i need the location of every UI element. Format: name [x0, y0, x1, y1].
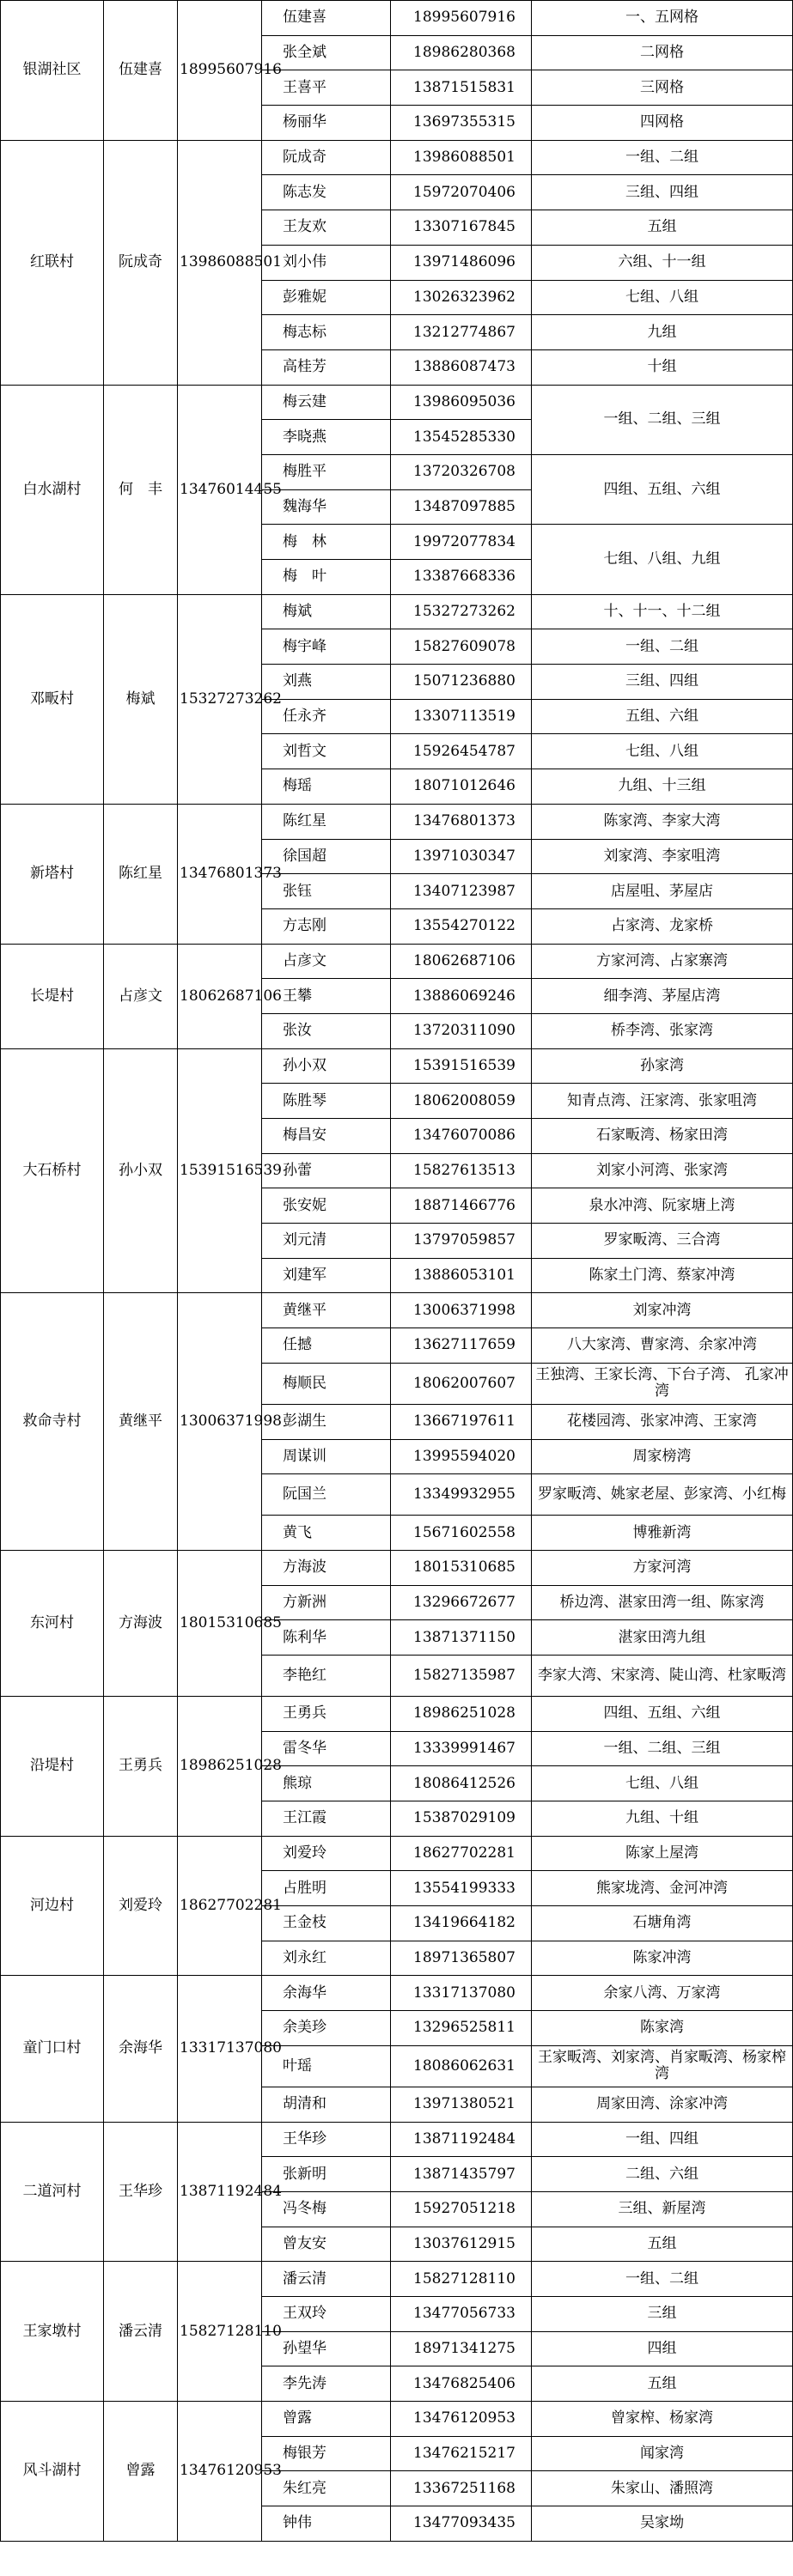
responsible-area-cell: 刘家冲湾: [532, 1293, 793, 1328]
table-row: [1, 2262, 793, 2297]
responsible-area-cell: 湛家田湾九组: [532, 1620, 793, 1656]
responsible-area-cell: 三网格: [532, 70, 793, 106]
village-head-name-cell: 曾露: [104, 2402, 178, 2542]
person-name-cell: 魏海华: [262, 489, 391, 525]
person-name-cell: 余美珍: [262, 2011, 391, 2046]
person-name-cell: 刘建军: [262, 1258, 391, 1293]
person-phone-cell: 13296672677: [391, 1585, 532, 1620]
person-name-cell: 刘燕: [262, 665, 391, 700]
person-phone-cell: 13419664182: [391, 1906, 532, 1941]
person-phone-cell: 15827135987: [391, 1655, 532, 1696]
person-phone-cell: 18971365807: [391, 1941, 532, 1976]
person-phone-cell: 18062687106: [391, 944, 532, 979]
person-name-cell: 潘云清: [262, 2262, 391, 2297]
person-name-cell: 王江霞: [262, 1801, 391, 1837]
table-row: [1, 2402, 793, 2437]
person-phone-cell: 13871515831: [391, 70, 532, 106]
person-phone-cell: 13886087473: [391, 349, 532, 385]
person-phone-cell: 13995594020: [391, 1439, 532, 1474]
table-row: [1, 1976, 793, 2011]
person-phone-cell: 13307113519: [391, 699, 532, 734]
village-name-cell: 河边村: [1, 1836, 104, 1976]
village-head-name-cell: 方海波: [104, 1550, 178, 1696]
responsible-area-cell: 周家田湾、涂家冲湾: [532, 2087, 793, 2122]
person-name-cell: 李晓燕: [262, 420, 391, 455]
person-phone-cell: 13986088501: [391, 140, 532, 175]
person-phone-cell: 19972077834: [391, 525, 532, 560]
table-row: [1, 804, 793, 839]
person-name-cell: 叶瑶: [262, 2045, 391, 2087]
person-phone-cell: 18015310685: [391, 1550, 532, 1585]
responsible-area-cell: 曾家榨、杨家湾: [532, 2402, 793, 2437]
responsible-area-cell: 三组、新屋湾: [532, 2191, 793, 2227]
person-phone-cell: 13212774867: [391, 315, 532, 350]
village-name-cell: 东河村: [1, 1550, 104, 1696]
responsible-area-cell: 陈家湾: [532, 2011, 793, 2046]
table-row: [1, 594, 793, 629]
person-phone-cell: 13720326708: [391, 454, 532, 489]
person-phone-cell: 13367251168: [391, 2471, 532, 2506]
person-phone-cell: 13545285330: [391, 420, 532, 455]
person-phone-cell: 15071236880: [391, 665, 532, 700]
person-name-cell: 雷冬华: [262, 1731, 391, 1766]
village-head-name-cell: 孙小双: [104, 1048, 178, 1293]
person-phone-cell: 13971486096: [391, 245, 532, 280]
responsible-area-cell: 桥李湾、张家湾: [532, 1013, 793, 1048]
table-row: [1, 944, 793, 979]
responsible-area-cell: 罗家畈湾、姚家老屋、彭家湾、小红梅: [532, 1474, 793, 1516]
person-phone-cell: 13871192484: [391, 2122, 532, 2157]
person-phone-cell: 13871371150: [391, 1620, 532, 1656]
person-name-cell: 梅 叶: [262, 560, 391, 595]
table-row: [1, 140, 793, 175]
person-name-cell: 胡清和: [262, 2087, 391, 2122]
person-name-cell: 孙望华: [262, 2331, 391, 2366]
person-name-cell: 曾露: [262, 2402, 391, 2437]
person-name-cell: 熊琼: [262, 1766, 391, 1801]
person-name-cell: 刘小伟: [262, 245, 391, 280]
responsible-area-cell: 七组、八组、九组: [532, 525, 793, 594]
village-head-phone-cell: 15827128110: [178, 2262, 262, 2402]
person-name-cell: 曾友安: [262, 2227, 391, 2262]
person-phone-cell: 13797059857: [391, 1224, 532, 1259]
village-head-phone-cell: 13317137080: [178, 1976, 262, 2122]
village-head-phone-cell: 13476801373: [178, 804, 262, 944]
village-name-cell: 风斗湖村: [1, 2402, 104, 2542]
person-phone-cell: 13307167845: [391, 210, 532, 246]
responsible-area-cell: 一组、二组: [532, 2262, 793, 2297]
person-phone-cell: 13627117659: [391, 1328, 532, 1364]
responsible-area-cell: 石塘角湾: [532, 1906, 793, 1941]
person-phone-cell: 18071012646: [391, 769, 532, 805]
village-head-name-cell: 梅斌: [104, 594, 178, 804]
responsible-area-cell: 三组、四组: [532, 665, 793, 700]
person-phone-cell: 13667197611: [391, 1404, 532, 1439]
table-row: [1, 385, 793, 420]
person-name-cell: 朱红亮: [262, 2471, 391, 2506]
responsible-area-cell: 刘家小河湾、张家湾: [532, 1153, 793, 1188]
person-phone-cell: 15387029109: [391, 1801, 532, 1837]
person-name-cell: 周谋训: [262, 1439, 391, 1474]
person-name-cell: 方志刚: [262, 908, 391, 944]
person-phone-cell: 13037612915: [391, 2227, 532, 2262]
village-head-name-cell: 刘爱玲: [104, 1836, 178, 1976]
person-phone-cell: 13407123987: [391, 874, 532, 909]
person-name-cell: 伍建喜: [262, 1, 391, 36]
person-name-cell: 孙蕾: [262, 1153, 391, 1188]
person-name-cell: 任永齐: [262, 699, 391, 734]
village-name-cell: 长堤村: [1, 944, 104, 1048]
person-name-cell: 彭湖生: [262, 1404, 391, 1439]
person-name-cell: 李先涛: [262, 2366, 391, 2402]
person-phone-cell: 18995607916: [391, 1, 532, 36]
person-phone-cell: 18627702281: [391, 1836, 532, 1871]
village-name-cell: 童门口村: [1, 1976, 104, 2122]
person-phone-cell: 13339991467: [391, 1731, 532, 1766]
person-phone-cell: 18986251028: [391, 1696, 532, 1731]
responsible-area-cell: 二组、六组: [532, 2157, 793, 2192]
person-name-cell: 梅瑶: [262, 769, 391, 805]
person-name-cell: 张钰: [262, 874, 391, 909]
responsible-area-cell: 细李湾、茅屋店湾: [532, 979, 793, 1014]
person-name-cell: 阮国兰: [262, 1474, 391, 1516]
person-name-cell: 黄飞: [262, 1516, 391, 1551]
person-name-cell: 梅顺民: [262, 1363, 391, 1404]
table-row: [1, 1550, 793, 1585]
person-name-cell: 王金枝: [262, 1906, 391, 1941]
responsible-area-cell: 四组、五组、六组: [532, 454, 793, 524]
responsible-area-cell: 朱家山、潘照湾: [532, 2471, 793, 2506]
responsible-area-cell: 一组、二组: [532, 629, 793, 665]
person-name-cell: 张安妮: [262, 1188, 391, 1224]
responsible-area-cell: 七组、八组: [532, 1766, 793, 1801]
village-head-phone-cell: 18986251028: [178, 1696, 262, 1836]
village-head-phone-cell: 13006371998: [178, 1293, 262, 1550]
responsible-area-cell: 吴家坳: [532, 2506, 793, 2542]
person-name-cell: 张全斌: [262, 35, 391, 70]
responsible-area-cell: 一组、二组、三组: [532, 1731, 793, 1766]
person-name-cell: 王喜平: [262, 70, 391, 106]
village-head-phone-cell: 13476014455: [178, 385, 262, 594]
person-phone-cell: 13971030347: [391, 839, 532, 874]
person-phone-cell: 13554270122: [391, 908, 532, 944]
person-phone-cell: 15827609078: [391, 629, 532, 665]
person-phone-cell: 15827128110: [391, 2262, 532, 2297]
village-head-phone-cell: 15391516539: [178, 1048, 262, 1293]
responsible-area-cell: 二网格: [532, 35, 793, 70]
responsible-area-cell: 罗家畈湾、三合湾: [532, 1224, 793, 1259]
person-name-cell: 余海华: [262, 1976, 391, 2011]
person-phone-cell: 15327273262: [391, 594, 532, 629]
person-name-cell: 彭雅妮: [262, 280, 391, 315]
person-name-cell: 梅 林: [262, 525, 391, 560]
person-phone-cell: 18986280368: [391, 35, 532, 70]
responsible-area-cell: 泉水冲湾、阮家塘上湾: [532, 1188, 793, 1224]
responsible-area-cell: 店屋咀、茅屋店: [532, 874, 793, 909]
person-name-cell: 孙小双: [262, 1048, 391, 1084]
responsible-area-cell: 九组: [532, 315, 793, 350]
responsible-area-cell: 王家畈湾、刘家湾、肖家畈湾、杨家榨湾: [532, 2045, 793, 2087]
person-name-cell: 方新洲: [262, 1585, 391, 1620]
responsible-area-cell: 陈家土门湾、蔡家冲湾: [532, 1258, 793, 1293]
person-name-cell: 占彦文: [262, 944, 391, 979]
village-head-name-cell: 王勇兵: [104, 1696, 178, 1836]
village-head-name-cell: 潘云清: [104, 2262, 178, 2402]
responsible-area-cell: 闻家湾: [532, 2436, 793, 2471]
village-head-name-cell: 黄继平: [104, 1293, 178, 1550]
responsible-area-cell: 一组、二组: [532, 140, 793, 175]
table-row: [1, 1048, 793, 1084]
person-phone-cell: 13387668336: [391, 560, 532, 595]
responsible-area-cell: 陈家上屋湾: [532, 1836, 793, 1871]
person-name-cell: 李艳红: [262, 1655, 391, 1696]
person-phone-cell: 13476215217: [391, 2436, 532, 2471]
table-row: [1, 1836, 793, 1871]
village-head-phone-cell: 18062687106: [178, 944, 262, 1048]
village-head-name-cell: 余海华: [104, 1976, 178, 2122]
person-phone-cell: 13476801373: [391, 804, 532, 839]
person-phone-cell: 15391516539: [391, 1048, 532, 1084]
responsible-area-cell: 余家八湾、万家湾: [532, 1976, 793, 2011]
village-head-phone-cell: 13871192484: [178, 2122, 262, 2262]
responsible-area-cell: 八大家湾、曹家湾、余家冲湾: [532, 1328, 793, 1364]
village-head-phone-cell: 15327273262: [178, 594, 262, 804]
person-name-cell: 王勇兵: [262, 1696, 391, 1731]
person-phone-cell: 18971341275: [391, 2331, 532, 2366]
village-name-cell: 王家墩村: [1, 2262, 104, 2402]
person-phone-cell: 13886053101: [391, 1258, 532, 1293]
responsible-area-cell: 一组、二组、三组: [532, 385, 793, 454]
person-name-cell: 王华珍: [262, 2122, 391, 2157]
person-name-cell: 王友欢: [262, 210, 391, 246]
responsible-area-cell: 王独湾、王家长湾、下台子湾、 孔家冲湾: [532, 1363, 793, 1404]
person-phone-cell: 15827613513: [391, 1153, 532, 1188]
person-phone-cell: 18062008059: [391, 1084, 532, 1119]
person-name-cell: 陈利华: [262, 1620, 391, 1656]
village-name-cell: 红联村: [1, 140, 104, 385]
person-name-cell: 梅宇峰: [262, 629, 391, 665]
person-phone-cell: 18086062631: [391, 2045, 532, 2087]
person-name-cell: 刘元清: [262, 1224, 391, 1259]
person-phone-cell: 13317137080: [391, 1976, 532, 2011]
person-phone-cell: 13476825406: [391, 2366, 532, 2402]
person-name-cell: 梅斌: [262, 594, 391, 629]
person-phone-cell: 13886069246: [391, 979, 532, 1014]
responsible-area-cell: 六组、十一组: [532, 245, 793, 280]
person-name-cell: 梅胜平: [262, 454, 391, 489]
person-name-cell: 方海波: [262, 1550, 391, 1585]
village-name-cell: 救命寺村: [1, 1293, 104, 1550]
responsible-area-cell: 周家榜湾: [532, 1439, 793, 1474]
person-phone-cell: 13971380521: [391, 2087, 532, 2122]
responsible-area-cell: 一、五网格: [532, 1, 793, 36]
table-row: [1, 1293, 793, 1328]
person-phone-cell: 18871466776: [391, 1188, 532, 1224]
person-name-cell: 陈志发: [262, 175, 391, 210]
village-head-phone-cell: 13476120953: [178, 2402, 262, 2542]
person-phone-cell: 15671602558: [391, 1516, 532, 1551]
person-name-cell: 梅云建: [262, 385, 391, 420]
person-phone-cell: 13006371998: [391, 1293, 532, 1328]
responsible-area-cell: 五组: [532, 2366, 793, 2402]
responsible-area-cell: 熊家垅湾、金河冲湾: [532, 1871, 793, 1906]
person-phone-cell: 13026323962: [391, 280, 532, 315]
village-name-cell: 沿堤村: [1, 1696, 104, 1836]
village-head-phone-cell: 18627702281: [178, 1836, 262, 1976]
responsible-area-cell: 三组、四组: [532, 175, 793, 210]
village-head-name-cell: 陈红星: [104, 804, 178, 944]
village-head-name-cell: 何 丰: [104, 385, 178, 594]
responsible-area-cell: 一组、四组: [532, 2122, 793, 2157]
responsible-area-cell: 七组、八组: [532, 280, 793, 315]
person-phone-cell: 13477056733: [391, 2296, 532, 2331]
responsible-area-cell: 四组: [532, 2331, 793, 2366]
person-phone-cell: 15926454787: [391, 734, 532, 769]
responsible-area-cell: 三组: [532, 2296, 793, 2331]
person-name-cell: 梅银芳: [262, 2436, 391, 2471]
table-row: [1, 2122, 793, 2157]
responsible-area-cell: 九组、十三组: [532, 769, 793, 805]
person-name-cell: 梅昌安: [262, 1119, 391, 1154]
person-phone-cell: 15927051218: [391, 2191, 532, 2227]
person-phone-cell: 13476070086: [391, 1119, 532, 1154]
village-head-name-cell: 占彦文: [104, 944, 178, 1048]
responsible-area-cell: 方家河湾: [532, 1550, 793, 1585]
responsible-area-cell: 四网格: [532, 106, 793, 141]
person-name-cell: 王双玲: [262, 2296, 391, 2331]
village-name-cell: 大石桥村: [1, 1048, 104, 1293]
responsible-area-cell: 桥边湾、湛家田湾一组、陈家湾: [532, 1585, 793, 1620]
village-name-cell: 邓畈村: [1, 594, 104, 804]
table-row: [1, 1, 793, 36]
village-head-name-cell: 王华珍: [104, 2122, 178, 2262]
responsible-area-cell: 博雅新湾: [532, 1516, 793, 1551]
person-name-cell: 杨丽华: [262, 106, 391, 141]
responsible-area-cell: 十组: [532, 349, 793, 385]
person-name-cell: 任撼: [262, 1328, 391, 1364]
person-name-cell: 陈胜琴: [262, 1084, 391, 1119]
person-name-cell: 王攀: [262, 979, 391, 1014]
person-name-cell: 高桂芳: [262, 349, 391, 385]
responsible-area-cell: 李家大湾、宋家湾、陡山湾、杜家畈湾: [532, 1655, 793, 1696]
responsible-area-cell: 孙家湾: [532, 1048, 793, 1084]
person-name-cell: 钟伟: [262, 2506, 391, 2542]
village-head-phone-cell: 18015310685: [178, 1550, 262, 1696]
person-phone-cell: 18086412526: [391, 1766, 532, 1801]
person-phone-cell: 15972070406: [391, 175, 532, 210]
person-phone-cell: 13349932955: [391, 1474, 532, 1516]
responsible-area-cell: 五组: [532, 2227, 793, 2262]
person-name-cell: 阮成奇: [262, 140, 391, 175]
person-name-cell: 占胜明: [262, 1871, 391, 1906]
responsible-area-cell: 方家河湾、占家寨湾: [532, 944, 793, 979]
responsible-area-cell: 陈家冲湾: [532, 1941, 793, 1976]
responsible-area-cell: 五组: [532, 210, 793, 246]
village-head-phone-cell: 18995607916: [178, 1, 262, 141]
person-name-cell: 刘哲文: [262, 734, 391, 769]
village-head-name-cell: 伍建喜: [104, 1, 178, 141]
person-name-cell: 黄继平: [262, 1293, 391, 1328]
person-name-cell: 张新明: [262, 2157, 391, 2192]
village-name-cell: 银湖社区: [1, 1, 104, 141]
responsible-area-cell: 五组、六组: [532, 699, 793, 734]
village-name-cell: 新塔村: [1, 804, 104, 944]
responsible-area-cell: 陈家湾、李家大湾: [532, 804, 793, 839]
person-name-cell: 张汝: [262, 1013, 391, 1048]
person-name-cell: 梅志标: [262, 315, 391, 350]
person-name-cell: 刘永红: [262, 1941, 391, 1976]
village-name-cell: 二道河村: [1, 2122, 104, 2262]
responsible-area-cell: 四组、五组、六组: [532, 1696, 793, 1731]
responsible-area-cell: 刘家湾、李家咀湾: [532, 839, 793, 874]
person-phone-cell: 13986095036: [391, 385, 532, 420]
person-name-cell: 徐国超: [262, 839, 391, 874]
person-phone-cell: 18062007607: [391, 1363, 532, 1404]
person-phone-cell: 13720311090: [391, 1013, 532, 1048]
person-name-cell: 刘爱玲: [262, 1836, 391, 1871]
responsible-area-cell: 九组、十组: [532, 1801, 793, 1837]
person-phone-cell: 13697355315: [391, 106, 532, 141]
responsible-area-cell: 七组、八组: [532, 734, 793, 769]
responsible-area-cell: 知青点湾、汪家湾、张家咀湾: [532, 1084, 793, 1119]
responsible-area-cell: 十、十一、十二组: [532, 594, 793, 629]
person-phone-cell: 13296525811: [391, 2011, 532, 2046]
village-head-name-cell: 阮成奇: [104, 140, 178, 385]
village-name-cell: 白水湖村: [1, 385, 104, 594]
village-head-phone-cell: 13986088501: [178, 140, 262, 385]
responsible-area-cell: 占家湾、龙家桥: [532, 908, 793, 944]
responsible-area-cell: 石家畈湾、杨家田湾: [532, 1119, 793, 1154]
person-name-cell: 陈红星: [262, 804, 391, 839]
person-phone-cell: 13871435797: [391, 2157, 532, 2192]
person-name-cell: 冯冬梅: [262, 2191, 391, 2227]
table-row: [1, 1696, 793, 1731]
person-phone-cell: 13554199333: [391, 1871, 532, 1906]
person-phone-cell: 13487097885: [391, 489, 532, 525]
responsible-area-cell: 花楼园湾、张家冲湾、王家湾: [532, 1404, 793, 1439]
person-phone-cell: 13476120953: [391, 2402, 532, 2437]
person-phone-cell: 13477093435: [391, 2506, 532, 2542]
